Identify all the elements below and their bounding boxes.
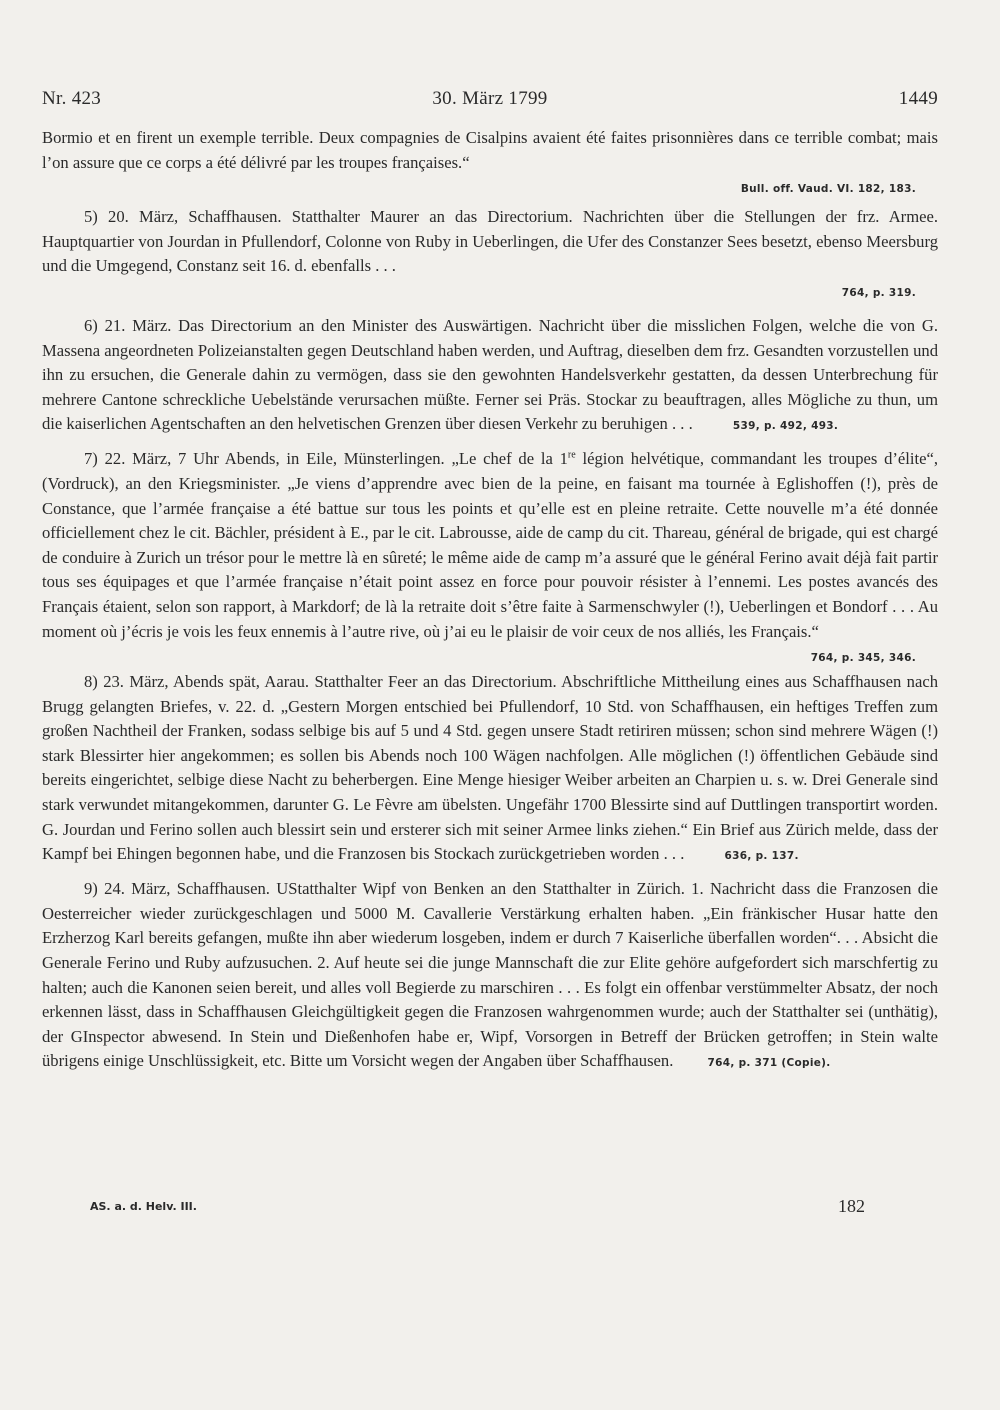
paragraph-continuation bbox=[42, 126, 938, 175]
entry-8 bbox=[42, 670, 938, 868]
paragraph-text: 8) 23. März, Abends spät, Aarau. Statthalter Feer an das Directorium. Abschriftliche Mittheilung eines aus Schaffhausen nach Brugg gelangten Briefes, v. 22. d. „Gestern Morgen entschied bei Pfullendorf, 10 Std. von Schaffhausen, ein heftiges Treffen zum großen Nachtheil der Franken, sodass selbige bis auf 5 und 4 Std. gegen unsere Stadt retiriren müssen; schon sind mehrere Wägen (!) stark Blessirter hier angekommen; es sollen bis Abends noch 100 Wägen nachfolgen. Alle möglichen (!) öffentlichen Gebäude sind bereits eingerichtet, selbige diese Nacht zu beherbergen. Eine Menge hiesiger Weiber arbeiten an Charpien u. s. w. Drei Generale sind stark verwundet mitangekommen, darunter G. Le Fèvre am übelsten. Ungefähr 1700 Blessirte sind auf Duttlingen transportirt worden. G. Jourdan und Ferino sollen auch blessirt sein und ersterer sich mit seiner Armee links ziehen.“ Ein Brief aus Zürich melde, dass der Kampf bei Ehingen begonnen habe, und die Franzosen bis Stockach zurückgetrieben worden . . . bbox=[42, 672, 938, 864]
citation-line bbox=[42, 175, 916, 201]
entry-5 bbox=[42, 205, 938, 279]
paragraph-text: 6) 21. März. Das Directorium an den Minister des Auswärtigen. Nachricht über die misslichen Folgen, welche die von G. Massena angeordneten Polizeianstalten gegen Deutschland haben werden, und Auftrag, dieselben dem frz. Gesandten vorzustellen und ihn zu ersuchen, die Generale dahin zu vermögen, dass sie den gewohnten Handelsverkehr gestatten, da dessen Unterbrechung für mehrere Cantone schreckliche Uebelstände verursachen müßte. Ferner sei Präs. Stockar zu beauftragen, alles Mögliche zu thun, um die kaiserlichen Agentschaften an den helvetischen Grenzen über diesen Verkehr zu beruhigen . . . bbox=[42, 315, 938, 434]
entry-6 bbox=[42, 314, 938, 438]
citation-line bbox=[42, 279, 916, 305]
source-citation: 764, p. 345, 346. bbox=[810, 652, 916, 665]
paragraph-text: 7) 22. März, 7 Uhr Abends, in Eile, Münsterlingen. „Le chef de la 1re légion helvétique, commandant les troupes d’élite“, (Vordruck), an den Kriegsminister. „Je viens d’apprendre avec bien de la peine, en faisant ma tournée à Eglishoffen (!), près de Constance, que l’armée française a été battue sur tous les points et qu’elle est en pleine retraite. Cette nouvelle m’a été donnée officiellement chez le cit. Bächler, président à E., par le cit. Labrousse, aide de camp du cit. Thareau, général de brigade, qui est chargé de conduire à Zurich un trésor pour le mettre là en sûreté; le même aide de camp m’a assuré que le général Ferino avait déjà fait partir tous ses équipages et que l’armée française n’était point assez en force pour pouvoir résister à l’ennemi. Les postes avancés des Français étaient, selon son rapport, à Markdorf; de là la retraite doit s’être faite à Sarmenschwyler (!), Ueberlingen et Bondorf . . . Au moment où j’écris je vois les feux ennemis à l’autre rive, où j’ai eu le plaisir de voir ceux de nos alliés, les Français.“ bbox=[42, 449, 938, 641]
series-abbreviation: AS. a. d. Helv. III. bbox=[90, 1200, 197, 1213]
page-body bbox=[42, 126, 938, 1075]
entry-7 bbox=[42, 447, 938, 644]
source-citation: 764, p. 319. bbox=[841, 286, 916, 299]
document-date: 30. März 1799 bbox=[432, 88, 548, 109]
paragraph-text: 9) 24. März, Schaffhausen. UStatthalter Wipf von Benken an den Statthalter in Zürich. 1. Nachricht dass die Franzosen die Oesterreicher wieder zurückgeschlagen und 5000 M. Cavallerie Verstärkung erhalten haben. „Ein fränkischer Husar hatte den Erzherzog Karl bereits gefangen, mußte ihn aber wiederum losgeben, indem er durch 7 Kaiserliche überfallen worden“. . . Absicht die Generale Ferino und Ruby aufzusuchen. 2. Auf heute sei die junge Mannschaft die zur Elite gehöre aufgefordert sich marschfertig zu halten; auch die Kanonen seien bereit, und alles voll Begierde zu marschiren . . . Es folgt ein offenbar verstümmelter Absatz, der noch erkennen lässt, dass in Schaffhausen Gleichgültigkeit gegen die Franzosen wahrgenommen wurde; auch der Statthalter sei (unthätig), der GInspector abwesend. In Stein und Dießenhofen habe er, Wipf, Vorsorgen in Betreff der Brücken getroffen; in Stein walte übrigens einige Unschlüssigkeit, etc. Bitte um Vorsicht wegen der Angaben über Schaffhausen. bbox=[42, 879, 938, 1071]
document-number: Nr. 423 bbox=[42, 88, 102, 109]
citation-line bbox=[42, 644, 916, 670]
sheet-number: 182 bbox=[838, 1196, 865, 1216]
page-number: 1449 bbox=[898, 88, 938, 109]
superscript: re bbox=[567, 449, 576, 461]
document-page bbox=[42, 88, 938, 1075]
source-citation-inline: 764, p. 371 (Copie). bbox=[707, 1057, 831, 1070]
paragraph-text: Bormio et en firent un exemple terrible. Deux compagnies de Cisalpins avaient été faites prisonnières dans ce terrible combat; mais l’on assure que ce corps a été délivré par les troupes françaises.“ bbox=[42, 128, 938, 172]
source-citation-inline: 636, p. 137. bbox=[724, 850, 799, 863]
source-citation-inline: 539, p. 492, 493. bbox=[732, 420, 839, 433]
page-header bbox=[42, 88, 938, 116]
paragraph-text: 5) 20. März, Schaffhausen. Statthalter Maurer an das Directorium. Nachrichten über die Stellungen der frz. Armee. Hauptquartier von Jourdan in Pfullendorf, Colonne von Ruby in Ueberlingen, die Ufer des Constanzer Sees besetzt, ebenso Meersburg und die Umgegend, Constanz seit 16. d. ebenfalls . . . bbox=[42, 207, 938, 276]
page-footer bbox=[90, 1196, 890, 1220]
entry-9 bbox=[42, 877, 938, 1075]
source-citation: Bull. off. Vaud. VI. 182, 183. bbox=[740, 183, 916, 196]
